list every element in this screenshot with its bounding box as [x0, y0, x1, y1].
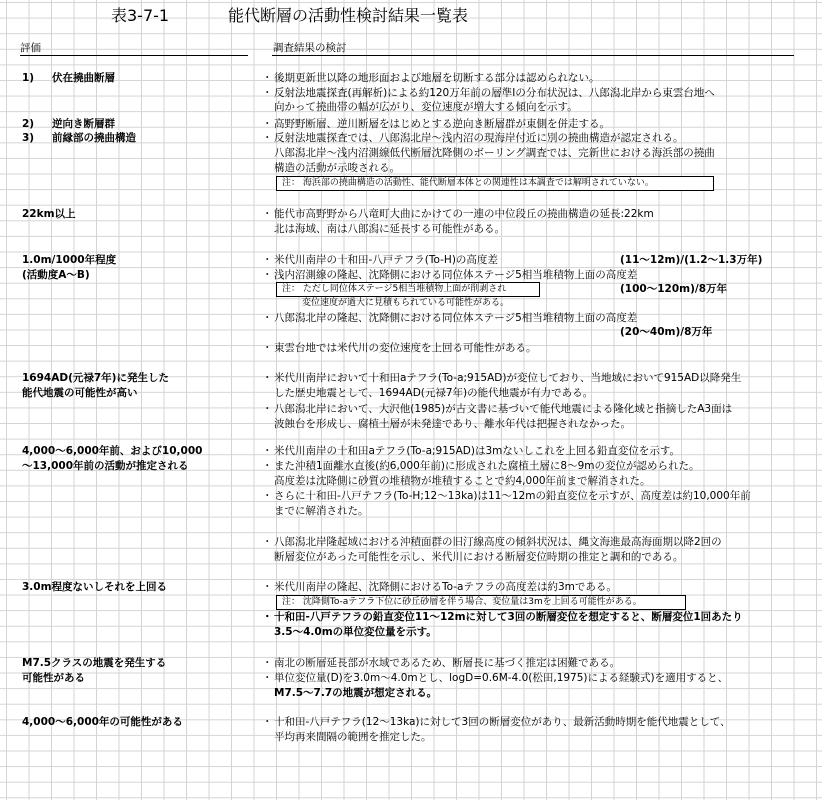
row-label: 1.0m/1000年程度 [22, 254, 117, 266]
result-line: 構造の活動が示唆される。 [274, 162, 400, 174]
header-evaluation: 評価 [20, 42, 41, 54]
row-label: 4,000～6,000年の可能性がある [22, 716, 183, 728]
row-label: 可能性がある [22, 672, 85, 684]
row-label: (活動度A～B) [22, 269, 90, 281]
result-line: 向かって撓曲帯の幅が広がり、変位速度が増大する傾向を示す。 [274, 101, 578, 113]
result-line: 反射法地震探査では、八郎潟北岸～浅内沼の現海岸付近に別の撓曲構造が認定される。 [274, 132, 684, 144]
bullet: ・ [262, 312, 273, 324]
result-line: した歴史地震として、1694AD(元禄7年)の能代地震が有力である。 [274, 387, 594, 399]
header-rule-right [272, 55, 794, 56]
row-label-number: 1) [22, 72, 35, 84]
bullet: ・ [262, 87, 273, 99]
result-line: 米代川南岸の十和田-八戸テフラ(To-H)の高度差 [274, 254, 498, 266]
row-label: 前縁部の撓曲構造 [52, 132, 136, 144]
header-rule-left [20, 55, 248, 56]
bullet: ・ [262, 118, 273, 130]
result-line: 後期更新世以降の地形面および地層を切断する部分は認められない。 [274, 72, 600, 84]
bullet: ・ [262, 445, 273, 457]
result-line: 浅内沼測線の隆起、沈降側における同位体ステージ5相当堆積物上面の高度差 [274, 269, 638, 281]
result-line: 米代川南岸の隆起、沈降側におけるTo-aテフラの高度差は約3mである。 [274, 581, 617, 593]
row-label-number: 2) [22, 118, 35, 130]
note-text: 注： 沈降側To-aテフラ下位に砂丘砂層を伴う場合、変位量は3mを上回る可能性がある。 [282, 597, 642, 607]
bullet: ・ [262, 342, 273, 354]
bullet: ・ [262, 716, 273, 728]
result-line: 反射法地震探査(再解析)による約120万年前の層準Ⅰの分布状況は、八郎潟北岸から東雲台地へ [274, 87, 715, 99]
row-label: 4,000～6,000年前、および10,000 [22, 445, 203, 457]
bullet: ・ [262, 581, 273, 593]
note-text: 注： 海浜部の撓曲構造の活動性、能代断層本体との関連性は本調査では解明されていない。 [282, 178, 654, 188]
result-line: 南北の断層延長部が水域であるため、断層長に基づく推定は困難である。 [274, 657, 621, 669]
table-number: 表3-7-1 [111, 6, 170, 25]
result-line: 3.5～4.0mの単位変位量を示す。 [274, 626, 437, 638]
row-label: ～13,000年前の活動が推定される [22, 460, 189, 472]
rate-value: (20～40m)/8万年 [620, 326, 713, 338]
bullet: ・ [262, 208, 273, 220]
row-label: 22km以上 [22, 208, 76, 220]
result-line: 高度差は沈降側に砂質の堆積物が堆積することで約4,000年前まで解消された。 [274, 475, 651, 487]
result-line: までに解消された。 [274, 505, 369, 517]
result-line: 八郎潟北岸隆起域における沖積面群の旧汀線高度の傾斜状況は、縄文海進最高海面期以降2回の [274, 536, 722, 548]
row-label: 能代地震の可能性が高い [22, 387, 138, 399]
row-label: 逆向き断層群 [52, 118, 115, 130]
result-line: 平均再来間隔の範囲を推定した。 [274, 731, 432, 743]
result-line: さらに十和田-八戸テフラ(To-H;12～13ka)は11～12mの鉛直変位を示すが、高度差は約10,000年前 [274, 490, 751, 502]
note-text: 注： ただし同位体ステージ5相当堆積物上面が削剥され [282, 284, 507, 294]
row-label: 伏在撓曲断層 [52, 72, 115, 84]
result-line: 断層変位があった可能性を示し、米代川における断層変位時期の推定と調和的である。 [274, 551, 684, 563]
bullet: ・ [262, 372, 273, 384]
note-text: 変位速度が過大に見積もられている可能性がある。 [302, 298, 510, 308]
bullet: ・ [262, 269, 273, 281]
result-line: 八郎潟北岸の隆起、沈降側における同位体ステージ5相当堆積物上面の高度差 [274, 312, 638, 324]
result-line: 高野野断層、逆川断層をはじめとする逆向き断層群が東側を併走する。 [274, 118, 610, 130]
result-line: 八郎潟北岸において、大沢他(1985)が古文書に基づいて能代地震による隆化域と指摘したA3面は [274, 403, 733, 415]
result-line: 米代川南岸の十和田aテフラ(To-a;915AD)は3mないしこれを上回る鉛直変位を示す。 [274, 445, 681, 457]
row-label-number: 3) [22, 132, 35, 144]
row-label: 3.0m程度ないしそれを上回る [22, 581, 168, 593]
result-line: 波蝕台を形成し、腐植土層が未発達であり、離水年代は把握されなかった。 [274, 418, 631, 430]
result-line: 十和田-八戸テフラの鉛直変位11～12mに対して3回の断層変位を想定すると、断層変位1回あたり [274, 611, 743, 623]
result-line: また沖積1面離水直後(約6,000年前)に形成された腐植土層に8～9mの変位が認められた。 [274, 460, 700, 472]
result-line: 八郎潟北岸～浅内沼測線低代断層沈降側のボーリング調査では、完新世における海浜部の撓曲 [274, 147, 715, 159]
bullet: ・ [262, 254, 273, 266]
bullet: ・ [262, 403, 273, 415]
result-line: 能代市高野野から八竜町大曲にかけての一連の中位段丘の撓曲構造の延長:22km [274, 208, 654, 220]
page-title: 能代断層の活動性検討結果一覧表 [228, 6, 469, 25]
rate-value: (11～12m)/(1.2～1.3万年) [620, 254, 763, 266]
header-results: 調査結果の検討 [273, 42, 347, 54]
bullet: ・ [262, 536, 273, 548]
bullet: ・ [262, 132, 273, 144]
result-line: 米代川南岸において十和田aテフラ(To-a;915AD)が変位しており、当地域において915AD以降発生 [274, 372, 742, 384]
result-line: M7.5～7.7の地震が想定される。 [274, 687, 438, 699]
rate-value: (100～120m)/8万年 [620, 283, 728, 295]
row-label: 1694AD(元禄7年)に発生した [22, 372, 169, 384]
row-label: M7.5クラスの地震を発生する [22, 657, 167, 669]
result-line: 十和田-八戸テフラ(12～13ka)に対して3回の断層変位があり、最新活動時期を能代地震として、 [274, 716, 731, 728]
bullet: ・ [262, 460, 273, 472]
bullet: ・ [262, 611, 273, 623]
bullet: ・ [262, 490, 273, 502]
bullet: ・ [262, 672, 273, 684]
result-line: 北は海域、南は八郎潟に延長する可能性がある。 [274, 223, 505, 235]
result-line: 単位変位量(D)を3.0m～4.0mとし、logD=0.6M-4.0(松田,1975)による経験式)を適用すると、 [274, 672, 729, 684]
bullet: ・ [262, 72, 273, 84]
bullet: ・ [262, 657, 273, 669]
result-line: 東雲台地では米代川の変位速度を上回る可能性がある。 [274, 342, 537, 354]
